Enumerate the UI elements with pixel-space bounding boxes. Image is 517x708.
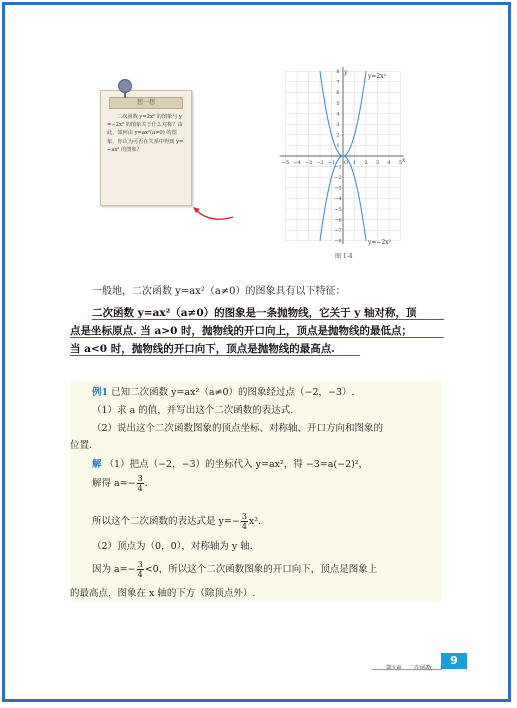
think-note [100, 90, 192, 206]
y-tick-label: −7 [334, 228, 342, 234]
fraction-denominator-c: 4 [137, 570, 143, 579]
y-tick-label: 8 [336, 69, 340, 75]
y-tick-label: 4 [336, 111, 340, 118]
figure-caption: 图 1-4 [335, 253, 353, 260]
question-1: （1）求 a 的值，并写出这个二次函数的表达式. [92, 405, 294, 416]
x-tick-label: −5 [281, 160, 290, 166]
fraction-numerator-c: 3 [137, 560, 143, 569]
x-tick-label: O [343, 160, 349, 166]
y-tick-label: 5 [336, 100, 340, 107]
x-tick-label: 3 [375, 160, 380, 166]
red-arrow-icon [190, 200, 235, 222]
y-tick-label: −4 [334, 196, 342, 203]
question-2b: 位置. [70, 440, 93, 451]
fraction-3-4 [137, 474, 144, 493]
parabola-graph [282, 68, 404, 250]
x-tick-label: −2 [316, 160, 324, 166]
curve-top-label: y=2x² [368, 73, 387, 80]
question-2a: （2）说出这个二次函数图象的顶点坐标、对称轴、开口方向和图象的 [92, 423, 384, 434]
solution-line-6: 的最高点，图象在 x 轴的下方（除顶点外）. [70, 588, 256, 599]
feature-line-3: 当 a<0 时，抛物线的开口向下，顶点是抛物线的最高点. [70, 343, 335, 355]
example-statement [92, 384, 355, 398]
y-tick-label: −8 [334, 238, 342, 245]
y-tick-label: −1 [334, 164, 342, 171]
y-tick-label: −6 [334, 217, 342, 224]
y-tick-label: −3 [334, 185, 342, 192]
pushpin-icon [118, 79, 132, 93]
y-tick-label: 7 [336, 79, 340, 86]
x-axis-label: x [402, 157, 406, 164]
fraction-numerator-b: 3 [241, 512, 247, 521]
fraction-3-4-b [241, 512, 248, 531]
intro-text: 一般地，二次函数 y=ax²（a≠0）的图象具有以下特征： [92, 286, 346, 297]
fraction-numerator: 3 [137, 474, 143, 483]
solution-line-5 [92, 560, 377, 579]
solution-line-3 [92, 512, 261, 531]
solution-2-pre: 解得 a=− [92, 478, 136, 489]
red-underline-2 [70, 337, 444, 338]
curve-bottom-label: y=−2x² [368, 239, 392, 246]
x-tick-label: −1 [327, 160, 336, 166]
chapter-footer [386, 663, 432, 672]
solution-5-pre: 因为 a=− [92, 564, 136, 575]
page-number: 9 [441, 653, 467, 669]
solution-5-post: <0，所以这个二次函数图象的开口向下，顶点是图象上 [144, 564, 378, 575]
note-body: 二次函数 y=2x² 的图象与 y=−2x² 的图象关于什么对称？由此，如何由 y=ax²(a≠0) 的图象，你认为可否在关系中得到 y=−ax² 的图象？ [107, 114, 184, 153]
y-tick-label: 2 [336, 132, 340, 139]
red-underline-3 [70, 355, 360, 356]
solution-3-post: x². [248, 516, 262, 527]
footer-rule [372, 669, 442, 670]
solution-line-2 [92, 474, 148, 493]
fraction-denominator: 4 [137, 484, 143, 493]
fraction-3-4-c [137, 560, 144, 579]
y-tick-label: 6 [336, 90, 340, 97]
solution-2-post: . [144, 478, 148, 489]
x-tick-label: −4 [293, 160, 301, 166]
x-tick-label: 2 [364, 160, 368, 166]
feature-line-1: 二次函数 y=ax²（a≠0）的图象是一条抛物线，它关于 y 轴对称，顶 [92, 307, 417, 319]
feature-line-2: 点是坐标原点. 当 a>0 时，抛物线的开口向上，顶点是抛物线的最低点； [70, 325, 413, 337]
y-axis-label: y [344, 69, 348, 76]
example-label: 例1 [92, 387, 109, 398]
y-tick-label: −5 [334, 206, 342, 213]
x-tick-label: 1 [352, 160, 357, 166]
x-tick-label: 4 [387, 160, 391, 166]
solution-3-pre: 所以这个二次函数的表达式是 y=− [92, 516, 240, 527]
y-tick-label: 1 [336, 143, 340, 150]
solution-line-1 [92, 456, 368, 470]
solution-line-4: （2）顶点为（0，0），对称轴为 y 轴. [92, 541, 253, 552]
fraction-denominator-b: 4 [241, 522, 247, 531]
solution-text-1: （1）把点（−2，−3）的坐标代入 y=ax²，得 −3=a(−2)²， [104, 459, 369, 470]
note-title: 想一想 [109, 97, 183, 109]
x-tick-label: 5 [398, 160, 403, 166]
y-tick-label: −2 [334, 175, 342, 181]
x-tick-label: −3 [304, 160, 313, 166]
example-text: 已知二次函数 y=ax²（a≠0）的图象经过点（−2，−3）. [111, 387, 355, 398]
graph-tick-labels [282, 69, 402, 245]
red-underline-1 [92, 319, 444, 320]
solution-label: 解 [92, 459, 102, 470]
y-tick-label: 3 [336, 122, 340, 128]
